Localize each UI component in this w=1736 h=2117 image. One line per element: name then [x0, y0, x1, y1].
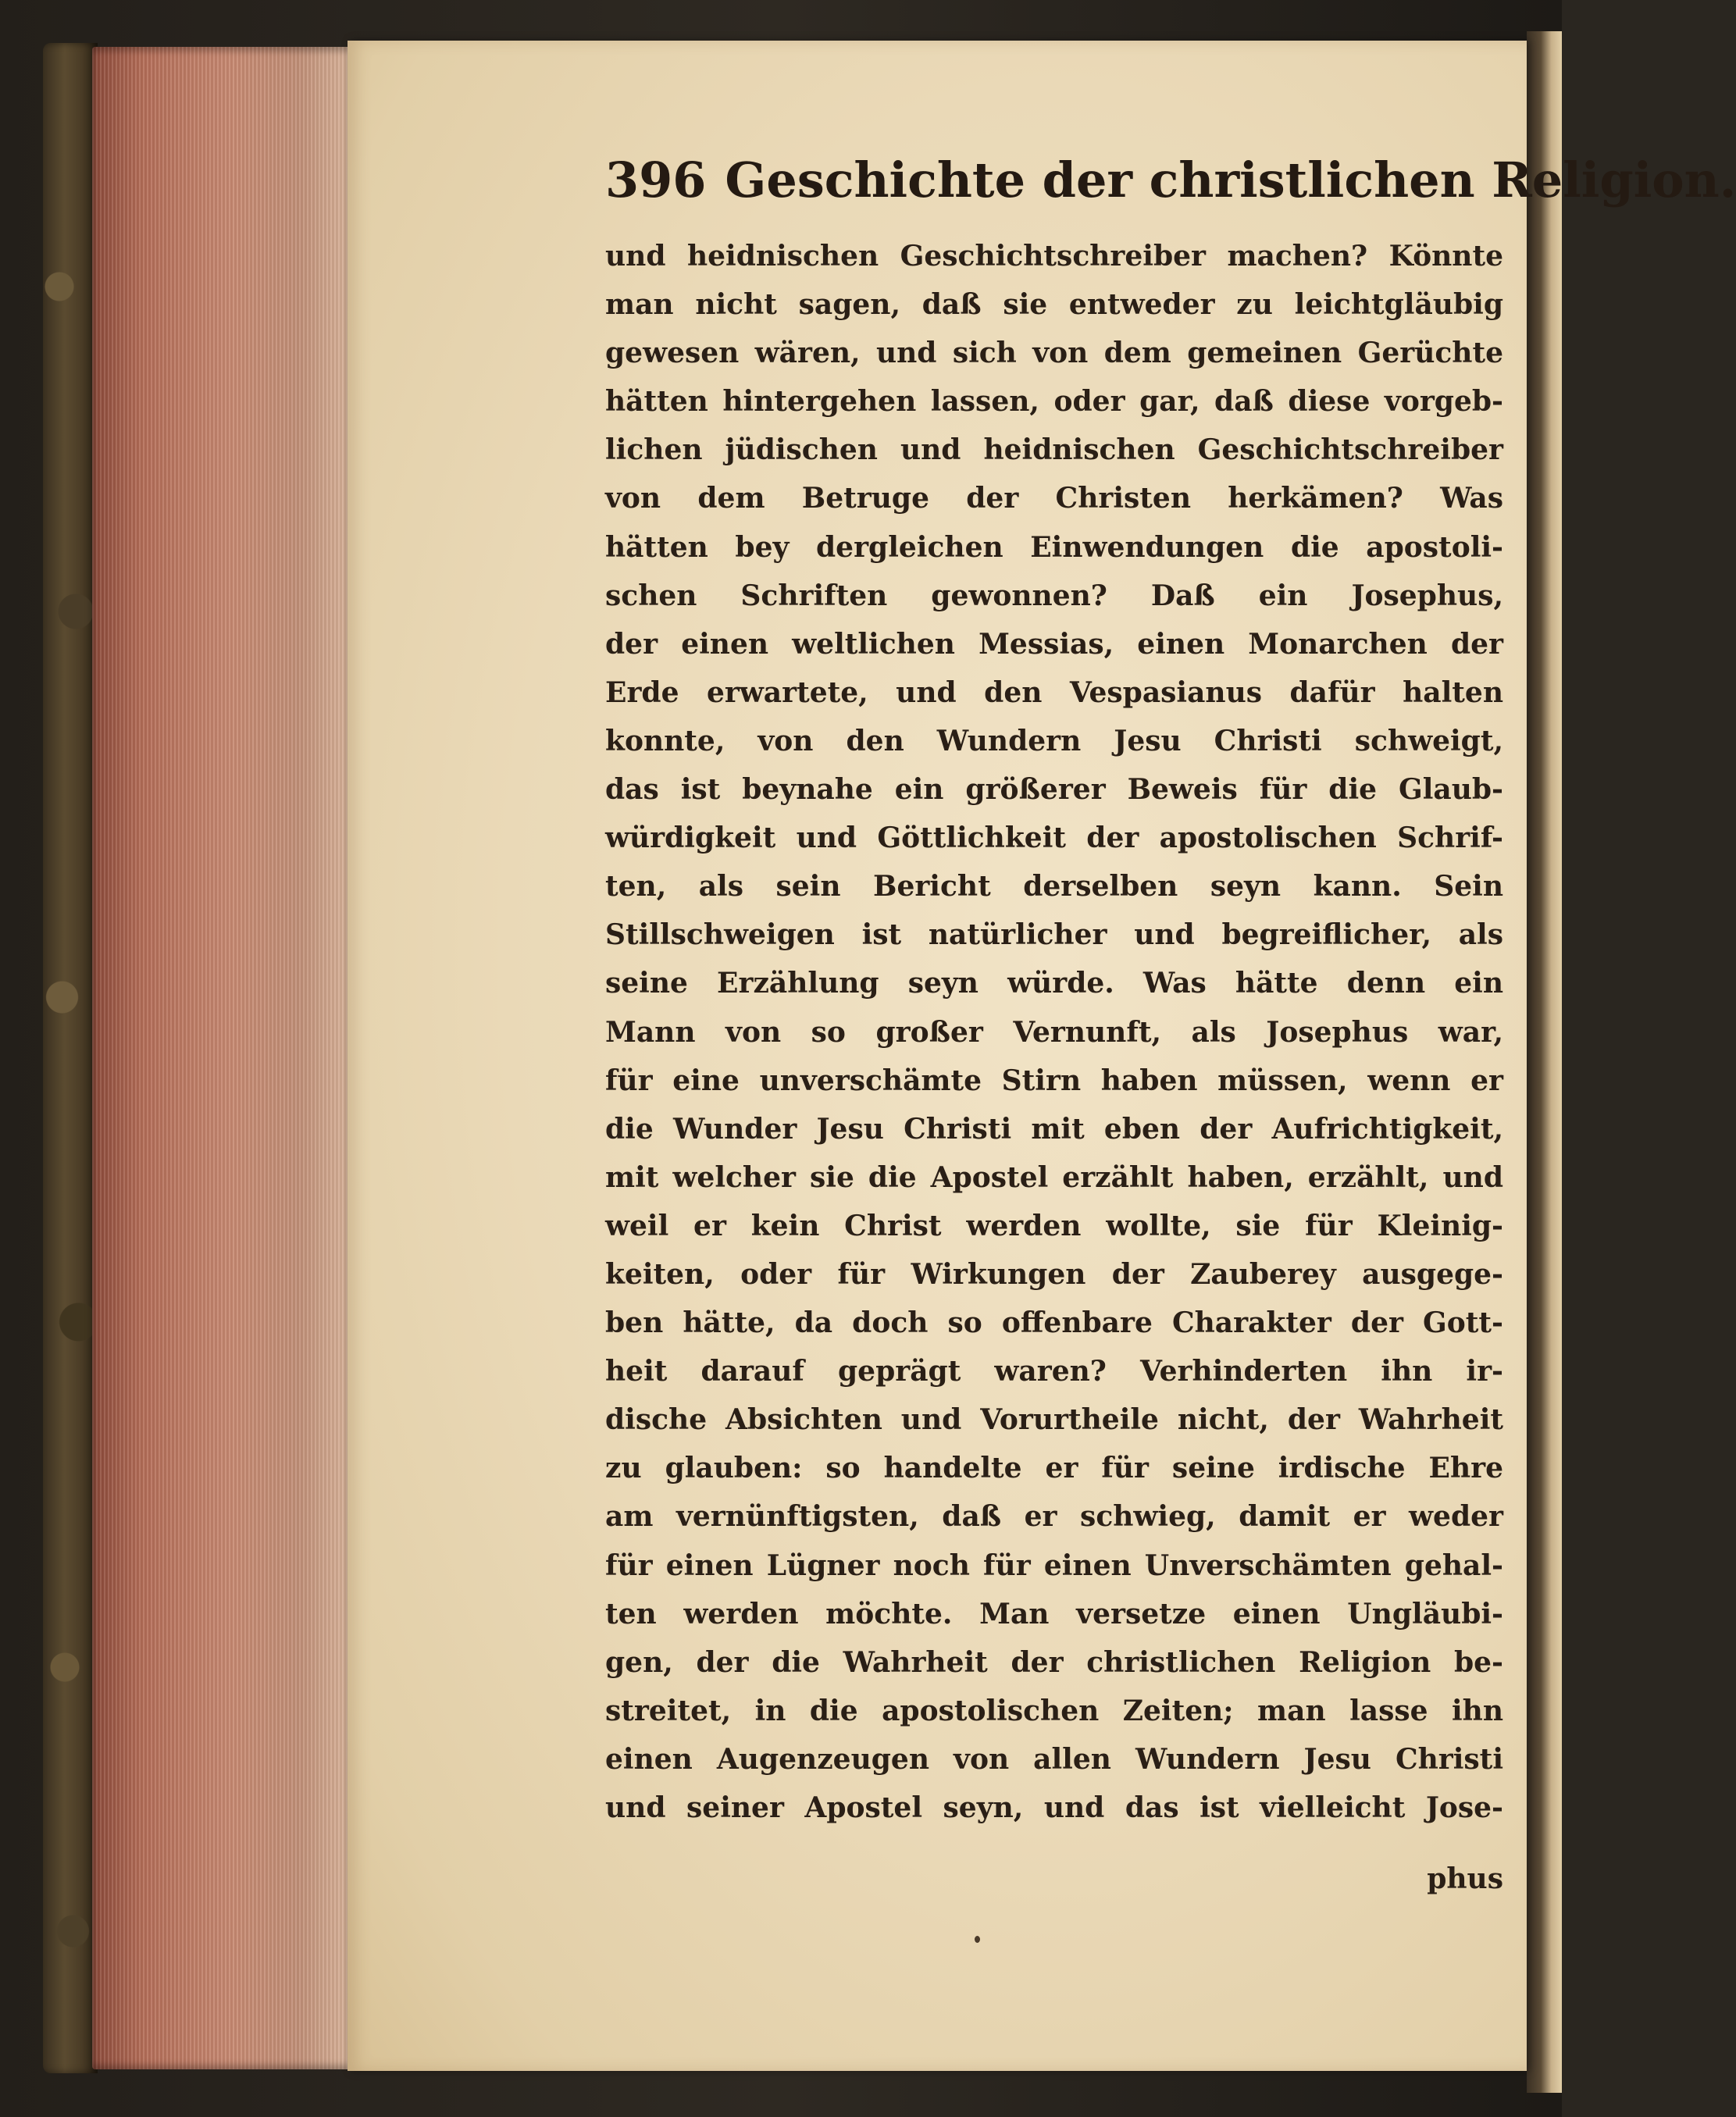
text-line: keiten, oder für Wirkungen der Zauberey ausgege-	[605, 1257, 1503, 1291]
text-line: konnte, von den Wundern Jesu Christi schweigt,	[605, 724, 1503, 757]
text-line: seine Erzählung seyn würde. Was hätte denn ein	[605, 967, 1503, 1000]
text-line: der einen weltlichen Messias, einen Monarchen der	[605, 627, 1503, 661]
text-line: mit welcher sie die Apostel erzählt haben, erzählt, und	[605, 1160, 1503, 1194]
text-line: das ist beynahe ein größerer Beweis für die Glaub-	[605, 773, 1503, 807]
text-line: hätten hintergehen lassen, oder gar, daß diese vorgeb-	[605, 385, 1503, 419]
text-line: schen Schriften gewonnen? Daß ein Josephus,	[605, 579, 1503, 612]
text-line: und seiner Apostel seyn, und das ist vielleicht Jose-	[605, 1791, 1503, 1824]
page-fore-edge	[92, 47, 350, 2069]
text-line: gewesen wären, und sich von dem gemeinen Gerüchte	[605, 337, 1503, 370]
running-title: Geschichte der christlichen Religion.	[725, 151, 1736, 208]
text-line: Stillschweigen ist natürlicher und begreiflicher, als	[605, 918, 1503, 952]
book-cover-spine	[43, 43, 98, 2073]
text-line: dische Absichten und Vorurtheile nicht, der Wahrheit	[605, 1403, 1503, 1437]
body-text	[605, 232, 1503, 1832]
text-line: für eine unverschämte Stirn haben müssen, wenn er	[605, 1064, 1503, 1097]
text-line: gen, der die Wahrheit der christlichen Religion be-	[605, 1645, 1503, 1679]
text-line: für einen Lügner noch für einen Unverschämten gehal-	[605, 1549, 1503, 1582]
text-line: Erde erwartete, und den Vespasianus dafür halten	[605, 675, 1503, 709]
text-line: ten, als sein Bericht derselben seyn kann. Sein	[605, 870, 1503, 903]
text-line: man nicht sagen, daß sie entweder zu leichtgläubig	[605, 288, 1503, 322]
text-line: ben hätte, da doch so offenbare Charakter der Gott-	[605, 1306, 1503, 1340]
page-number: 396	[605, 151, 707, 208]
text-line: ten werden möchte. Man versetze einen Ungläubi-	[605, 1597, 1503, 1631]
text-line: die Wunder Jesu Christi mit eben der Aufrichtigkeit,	[605, 1112, 1503, 1146]
book-binding-edge	[1527, 31, 1562, 2093]
text-line: einen Augenzeugen von allen Wundern Jesu Christi	[605, 1742, 1503, 1776]
text-line: heit darauf geprägt waren? Verhinderten ihn ir-	[605, 1355, 1503, 1388]
text-line: würdigkeit und Göttlichkeit der apostolischen Schrif-	[605, 821, 1503, 855]
text-line: weil er kein Christ werden wollte, sie für Kleinig-	[605, 1209, 1503, 1242]
text-line: streitet, in die apostolischen Zeiten; man lasse ihn	[605, 1694, 1503, 1727]
text-line: von dem Betruge der Christen herkämen? Was	[605, 482, 1503, 515]
text-line: hätten bey dergleichen Einwendungen die apostoli-	[605, 530, 1503, 564]
text-line: am vernünftigsten, daß er schwieg, damit er weder	[605, 1500, 1503, 1534]
text-line: und heidnischen Geschichtschreiber machen? Könnte	[605, 240, 1503, 273]
ink-speck	[975, 1936, 980, 1943]
running-header	[605, 151, 1736, 208]
catchword: phus	[1427, 1862, 1503, 1895]
book-page	[348, 41, 1736, 2071]
text-line: Mann von so großer Vernunft, als Josephus war,	[605, 1015, 1503, 1049]
text-line: zu glauben: so handelte er für seine irdische Ehre	[605, 1452, 1503, 1485]
text-line: lichen jüdischen und heidnischen Geschichtschreiber	[605, 433, 1503, 467]
